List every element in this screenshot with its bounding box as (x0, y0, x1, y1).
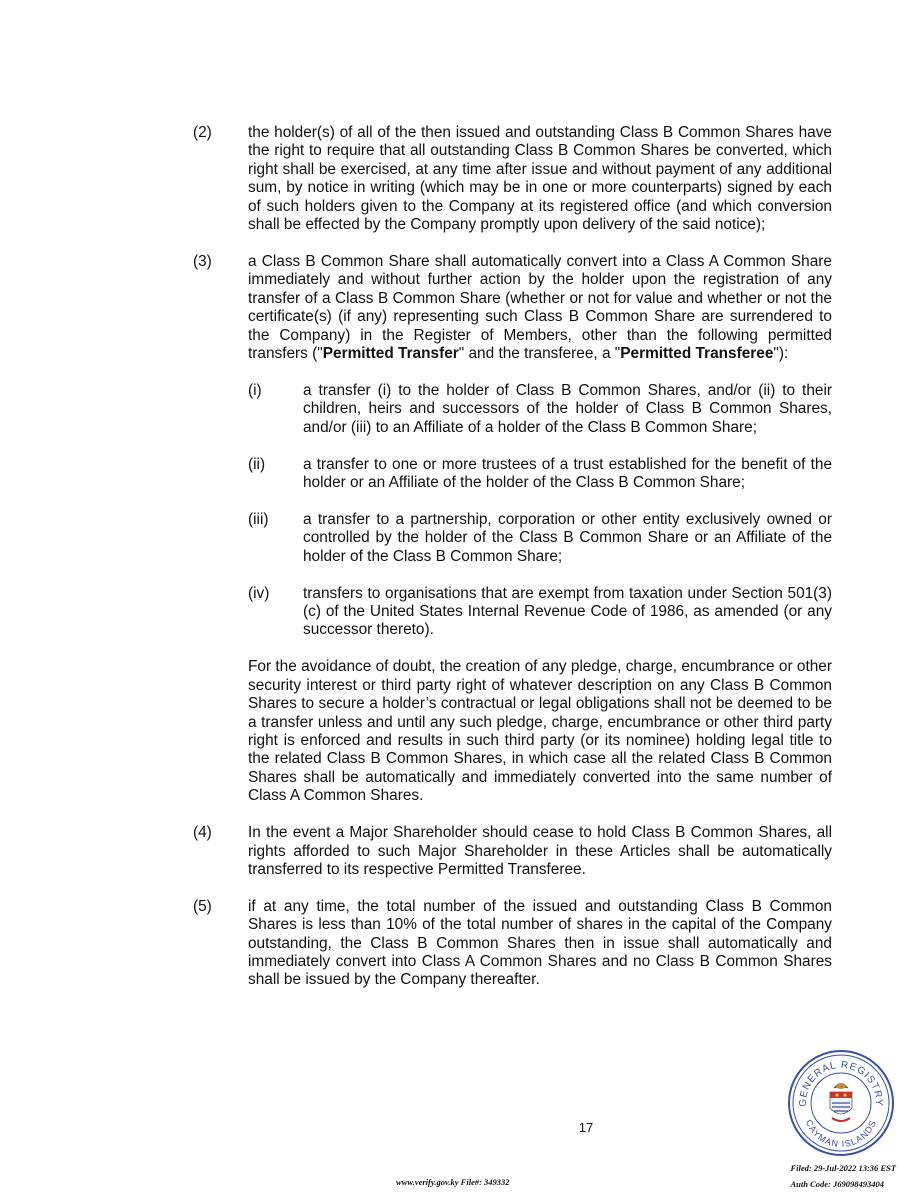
subitem-i (248, 382, 832, 437)
filing-info (790, 1160, 896, 1192)
page-number: 17 (578, 1120, 594, 1135)
subitem-text: a transfer to one or more trustees of a trust established for the benefit of the holder or an Affiliate of the holder of the Class B Common Share; (303, 455, 832, 491)
avoidance-of-doubt-text: For the avoidance of doubt, the creation of any pledge, charge, encumbrance or other security interest or third party right of whatever description on any Class B Common Shares to secure a holder’s contractual or legal obligations shall not be deemed to be a transfer unless and until any such pledge, charge, encumbrance or other third party right is enforced and results in such third party (or its nominee) holding legal title to the related Class B Common Shares, in which case all the related Class B Common Shares shall be automatically and immediately converted into the same number of Class A Common Shares. (248, 658, 832, 805)
subitem-text: a transfer (i) to the holder of Class B Common Shares, and/or (ii) to their children, heirs and successors of the holder of Class B Common Shares, and/or (iii) to an Affiliate of a holder of the Class B Common Share; (303, 381, 832, 436)
paragraph-body (248, 253, 832, 806)
seal-top-text: GENERAL REGISTRY (797, 1059, 885, 1107)
subitem-number: (iv) (248, 584, 270, 602)
document-body (193, 124, 832, 1008)
paragraph-text: the holder(s) of all of the then issued and outstanding Class B Common Shares have the right to require that all outstanding Class B Common Shares be converted, which right shall be exercised, at any time after issue and without payment of any additional sum, by notice in writing (which may be in one or more counterparts) signed by each of such holders given to the Company at its registered office (and which conversion shall be effected by the Company promptly upon delivery of the said notice); (248, 124, 832, 234)
auth-code: Auth Code: J69098493404 (790, 1179, 884, 1189)
paragraph-number: (5) (193, 897, 212, 915)
subitem-number: (ii) (248, 455, 266, 473)
subitem-number: (i) (248, 381, 262, 399)
paragraph-3 (193, 253, 832, 806)
subitem-ii (248, 456, 832, 493)
paragraph-2 (193, 124, 832, 234)
paragraph-text: if at any time, the total number of the issued and outstanding Class B Common Shares is less than 10% of the total number of shares in the capital of the Company outstanding, the Class B Common Shares then in issue shall automatically and immediately convert into Class A Common Shares and no Class B Common Shares shall be issued by the Company thereafter. (248, 897, 832, 989)
subitem-text: a transfer to a partnership, corporation or other entity exclusively owned or controlled by the holder of the Class B Common Share or an Affiliate of the holder of the Class B Common Share; (303, 510, 832, 565)
subitem-number: (iii) (248, 510, 269, 528)
paragraph-number: (3) (193, 252, 212, 270)
defined-term-permitted-transferee: Permitted Transferee (620, 344, 774, 362)
defined-term-permitted-transfer: Permitted Transfer (322, 344, 459, 362)
paragraph-4 (193, 824, 832, 879)
seal-bottom-text: CAYMAN ISLANDS (803, 1118, 879, 1150)
svg-text:CAYMAN ISLANDS (804, 1118, 878, 1149)
paragraph-text: a Class B Common Share shall automatically convert into a Class A Common Share immediately and without further action by the holder upon the registration of any transfer of a Class B Common Share (whether or not for value and whether or not the certificate(s) (if any) representing such Class B Common Share are surrendered to the Company) in the Register of Members, other than the following permitted transfers ("Permitted Transfer" and the transferee, a "Permitted Transferee"): (248, 252, 832, 362)
paragraph-number: (2) (193, 124, 212, 141)
coat-of-arms-icon (830, 1083, 852, 1121)
subitem-iii (248, 511, 832, 566)
subitem-iv (248, 585, 832, 640)
filed-date: Filed: 29-Jul-2022 13:36 EST (790, 1163, 896, 1173)
subitem-text: transfers to organisations that are exempt from taxation under Section 501(3)(c) of the United States Internal Revenue Code of 1986, as amended (or any successor thereto). (303, 584, 832, 639)
paragraph-text: In the event a Major Shareholder should cease to hold Class B Common Shares, all rights afforded to such Major Shareholder in these Articles shall be automatically transferred to its respective Permitted Transferee. (248, 824, 832, 878)
paragraph-number: (4) (193, 824, 212, 842)
paragraph-5 (193, 898, 832, 990)
verify-footer: www.verify.gov.ky File#: 349332 (396, 1177, 510, 1187)
general-registry-seal-icon (786, 1048, 896, 1158)
